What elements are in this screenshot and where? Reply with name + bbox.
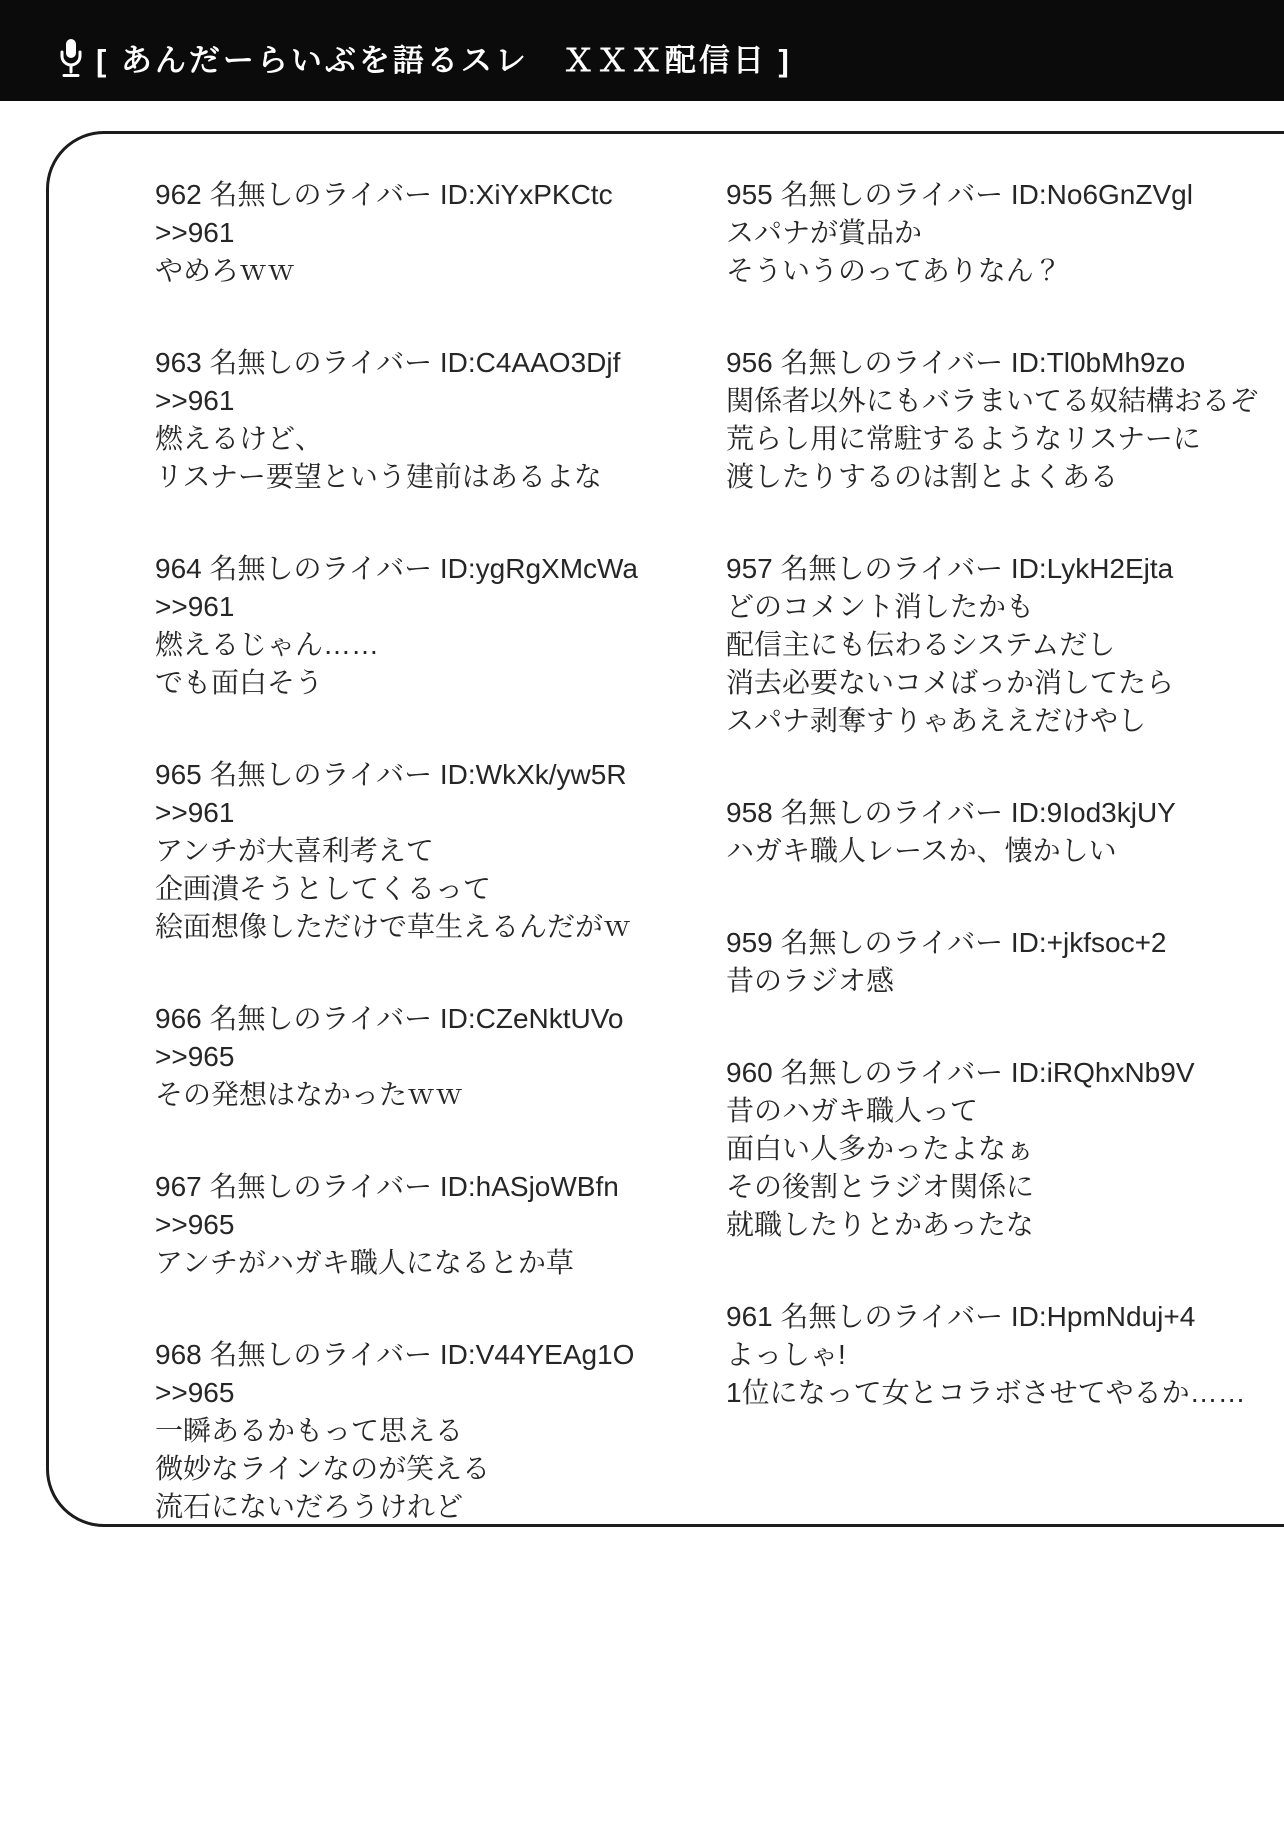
post-header: 962 名無しのライバー ID:XiYxPKCtc [155,179,613,210]
post-header: 968 名無しのライバー ID:V44YEAg1O [155,1339,635,1370]
post-text-line: やめろｗｗ [155,255,296,286]
post-text-line: 燃えるけど、 [155,423,324,454]
post-header: 961 名無しのライバー ID:HpmNduj+4 [726,1301,1196,1332]
thread-post [155,1000,695,1114]
post-text-line: 一瞬あるかもって思える [155,1415,464,1446]
thread-post [726,1054,1266,1244]
post-text-line: 面白い人多かったよなぁ [726,1133,1035,1164]
thread-post [726,344,1266,496]
thread-header-bar [0,0,1284,101]
post-text-line: 就職したりとかあったな [726,1209,1034,1240]
post-header: 964 名無しのライバー ID:ygRgXMcWa [155,553,638,584]
thread-column-right [726,176,1266,1466]
thread-post [155,176,695,290]
post-text-line: アンチがハガキ職人になるとか草 [155,1247,574,1278]
post-text-line: リスナー要望という建前はあるよな [155,461,602,492]
post-text-line: 微妙なラインなのが笑える [155,1453,491,1484]
post-text-line: アンチが大喜利考えて [155,835,434,866]
post-text-line: ハガキ職人レースか、懐かしい [726,835,1117,866]
post-header: 963 名無しのライバー ID:C4AAO3Djf [155,347,621,378]
post-text-line: 1位になって女とコラボさせてやるか…… [726,1377,1246,1408]
post-text-line: 昔のハガキ職人って [726,1095,979,1126]
thread-post [155,344,695,496]
post-header: 955 名無しのライバー ID:No6GnZVgl [726,179,1193,210]
thread-post [726,550,1266,740]
reply-anchor: >>965 [155,1209,235,1240]
thread-column-left [155,176,695,1580]
post-header: 958 名無しのライバー ID:9Iod3kjUY [726,797,1176,828]
post-text-line: 荒らし用に常駐するようなリスナーに [726,423,1201,454]
microphone-icon [58,37,84,79]
post-text-line: 昔のラジオ感 [726,965,895,996]
post-text-line: その発想はなかったｗｗ [155,1079,464,1110]
post-text-line: 流石にないだろうけれど [155,1491,464,1522]
reply-anchor: >>961 [155,797,235,828]
thread-post [155,550,695,702]
post-text-line: そういうのってありなん？ [726,255,1062,286]
thread-post [155,1168,695,1282]
reply-anchor: >>965 [155,1041,235,1072]
post-header: 960 名無しのライバー ID:iRQhxNb9V [726,1057,1195,1088]
thread-post [726,176,1266,290]
reply-anchor: >>961 [155,591,235,622]
post-text-line: 絵面想像しただけで草生えるんだがｗ [155,911,632,942]
thread-post [155,1336,695,1526]
post-text-line: 渡したりするのは割とよくある [726,461,1119,492]
post-header: 957 名無しのライバー ID:LykH2Ejta [726,553,1174,584]
reply-anchor: >>961 [155,385,235,416]
thread-post [726,1298,1266,1412]
post-text-line: 関係者以外にもバラまいてる奴結構おるぞ [726,385,1259,416]
post-text-line: よっしゃ! [726,1339,846,1370]
post-text-line: その後割とラジオ関係に [726,1171,1035,1202]
post-text-line: スパナが賞品か [726,217,923,248]
thread-post [155,756,695,946]
thread-title: [ あんだーらいぶを語るスレ ＸＸＸ配信日 ] [96,43,792,78]
reply-anchor: >>965 [155,1377,235,1408]
thread-post [726,924,1266,1000]
reply-anchor: >>961 [155,217,235,248]
post-text-line: でも面白そう [155,667,324,698]
post-text-line: 配信主にも伝わるシステムだし [726,629,1116,660]
post-text-line: スパナ剥奪すりゃあええだけやし [726,705,1147,736]
post-header: 965 名無しのライバー ID:WkXk/yw5R [155,759,627,790]
post-text-line: 燃えるじゃん…… [155,629,380,660]
post-header: 959 名無しのライバー ID:+jkfsoc+2 [726,927,1167,958]
post-header: 967 名無しのライバー ID:hASjoWBfn [155,1171,619,1202]
post-text-line: どのコメント消したかも [726,591,1035,622]
post-text-line: 企画潰そうとしてくるって [155,873,492,904]
post-header: 956 名無しのライバー ID:Tl0bMh9zo [726,347,1186,378]
post-text-line: 消去必要ないコメばっか消してたら [726,667,1175,698]
post-header: 966 名無しのライバー ID:CZeNktUVo [155,1003,624,1034]
thread-post [726,794,1266,870]
